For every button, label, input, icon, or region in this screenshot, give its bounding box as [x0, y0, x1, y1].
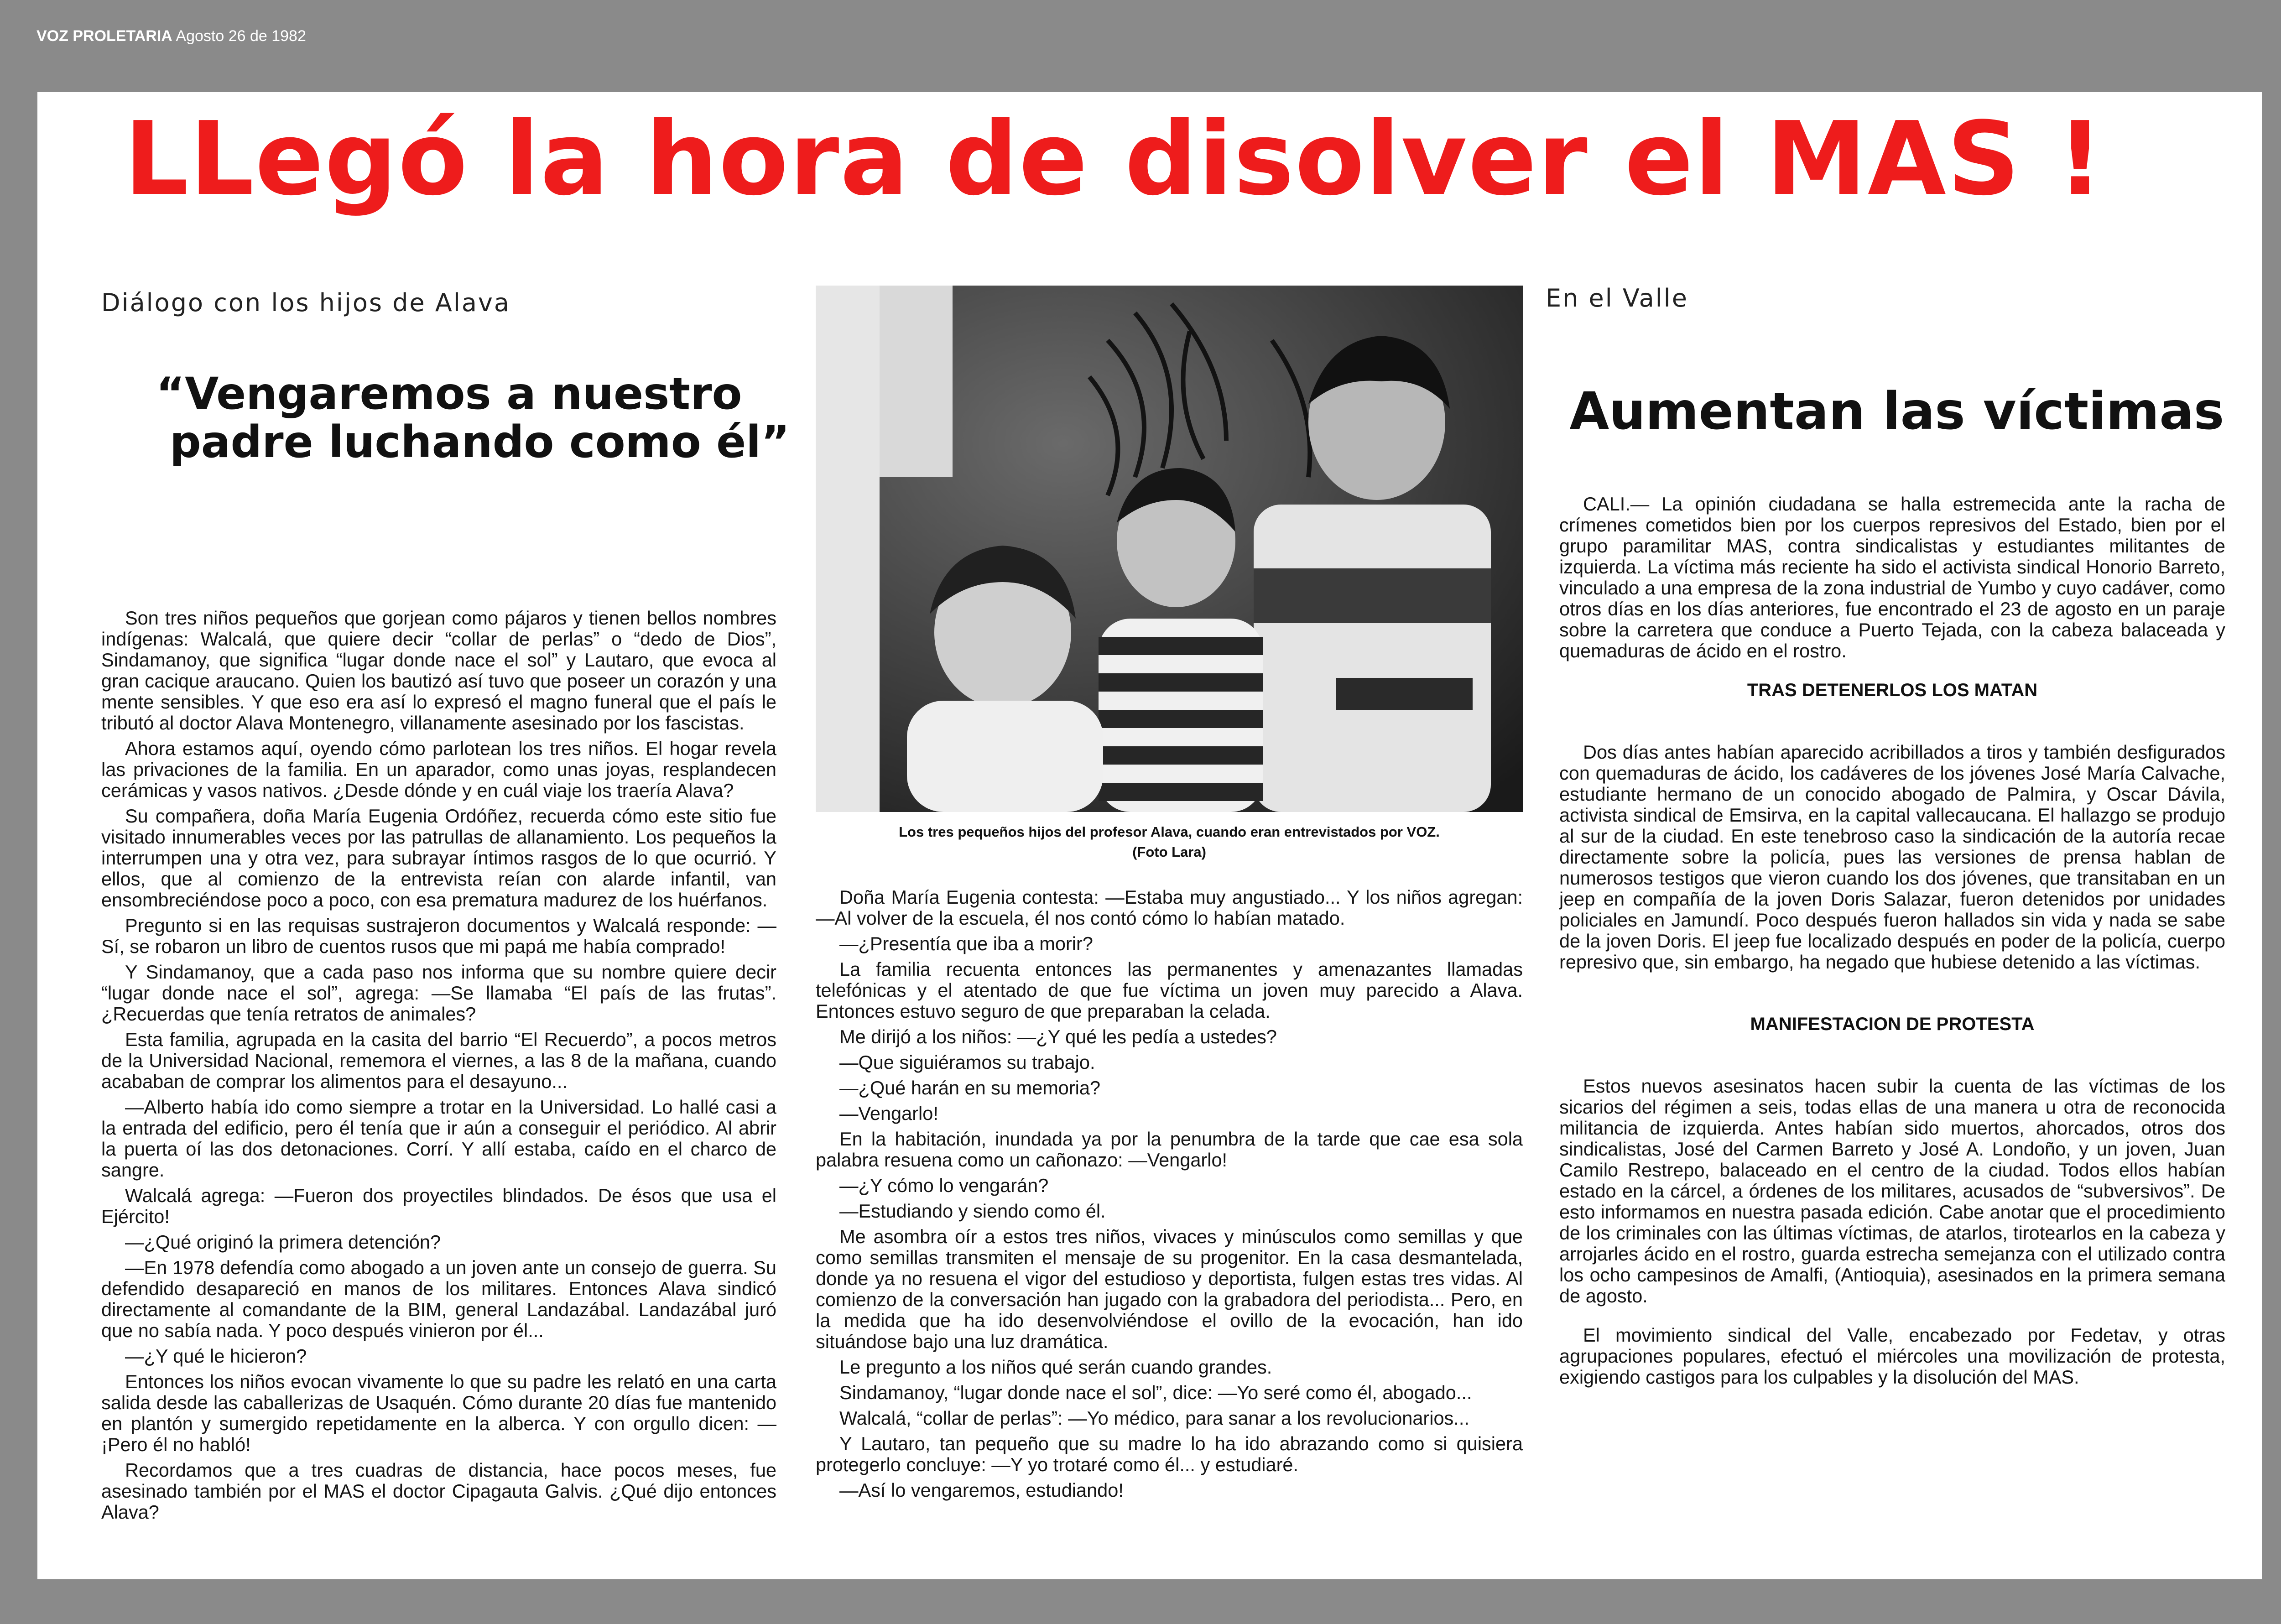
paper-name: VOZ PROLETARIA [36, 27, 172, 45]
left-paragraph: Pregunto si en las requisas sustrajeron documentos y Walcalá responde: —Sí, se robaron un libro de cuentos rusos que mi papá me había comprado! [101, 915, 776, 957]
left-paragraph: Ahora estamos aquí, oyendo cómo parlotean los tres niños. El hogar revela las privaciones de la familia. En un aparador, como unas joyas, resplandecen cerámicas y vasos nativos. ¿Desde dónde y en cuál viaje los traería Alava? [101, 738, 776, 801]
center-paragraph: —¿Y cómo lo vengarán? [839, 1175, 1049, 1196]
center-paragraph: Y Lautaro, tan pequeño que su madre lo ha ido abrazando como si quisiera protegerlo concluye: —Y yo trotaré como él... y estudiaré. [816, 1433, 1523, 1475]
left-title-line1: “Vengaremos a nuestro [156, 368, 742, 419]
center-paragraph: Sindamanoy, “lugar donde nace el sol”, dice: —Yo seré como él, abogado... [839, 1382, 1472, 1403]
photo-caption [816, 822, 1523, 862]
left-paragraph: Y Sindamanoy, que a cada paso nos informa que su nombre quiere decir “lugar donde nace el sol”, agrega: —Se llamaba “El país de las frutas”. ¿Recuerdas que tenía retratos de animales? [101, 961, 776, 1025]
left-paragraph: Recordamos que a tres cuadras de distancia, hace pocos meses, fue asesinado también por el MAS el doctor Cipagauta Galvis. ¿Qué dijo entonces Alava? [101, 1459, 776, 1523]
left-paragraph: Son tres niños pequeños que gorjean como pájaros y tienen bellos nombres indígenas: Walcalá, que quiere decir “collar de perlas” o “dedo de Dios”, Sindamanoy, que significa “lugar donde nace el sol” y Lautaro, que evoca al gran cacique araucano. Quien los bautizó así tuvo que poseer un corazón y una mente sensibles. Y que eso era así lo expresó el magno funeral que el país le tributó al doctor Alava Montenegro, villanamente asesinado por los fascistas. [101, 608, 776, 734]
left-paragraph: —Alberto había ido como siempre a trotar en la Universidad. Lo hallé casi a la entrada del edificio, pero él tenía que ir aún a conseguir el periódico. Al abrir la puerta oí las dos detonaciones. Corrí. Y allí estaba, caído en el charco de sangre. [101, 1096, 776, 1181]
left-body [101, 608, 776, 1561]
right-article [1546, 284, 2244, 1566]
center-paragraph: Doña María Eugenia contesta: —Estaba muy angustiado... Y los niños agregan: —Al volver de la escuela, él nos contó cómo lo habían matado. [816, 887, 1523, 929]
center-article [816, 887, 1523, 1567]
center-paragraph: —Que siguiéramos su trabajo. [839, 1051, 1095, 1073]
center-paragraph: —Vengarlo! [839, 1103, 938, 1124]
left-kicker: Diálogo con los hijos de Alava [101, 288, 510, 317]
left-paragraph: Entonces los niños evocan vivamente lo que su padre les relató en una carta salida desde las caballerizas de Usaquén. Cómo durante 20 días fue mantenido en plantón y sumergido repetidamente en la alberca. Y con orgullo dicen: —¡Pero él no habló! [101, 1371, 776, 1455]
subheading-1: TRAS DETENERLOS LOS MATAN [1747, 680, 2038, 700]
center-paragraph: —¿Presentía que iba a morir? [839, 933, 1093, 954]
left-paragraph: —En 1978 defendía como abogado a un joven ante un consejo de guerra. Su defendido desapareció en manos de los militares. Entonces Alava sindicó directamente al comandante de la BIM, general Landazábal. Landazábal juró que no sabía nada. Y poco después vinieron por él... [101, 1257, 776, 1341]
headline: LLegó la hora de disolver el MAS ! [124, 100, 2104, 218]
left-title-line2: padre luchando como él” [170, 416, 790, 468]
center-paragraph: Le pregunto a los niños qué serán cuando grandes. [839, 1356, 1272, 1378]
photo-illustration [816, 286, 1523, 812]
left-paragraph: Su compañera, doña María Eugenia Ordóñez, recuerda cómo este sitio fue visitado innumerables veces por las patrullas de allanamiento. Los pequeños la interrumpen una y otra vez, para subrayar íntimos rasgos de lo que ocurrió. Y ellos, que al comienzo de la entrevista reían con alarde infantil, van ensombreciéndose poco a poco, con esa prematura madurez de los huérfanos. [101, 805, 776, 911]
center-paragraph: —Estudiando y siendo como él. [839, 1200, 1106, 1222]
children-photo [816, 286, 1523, 812]
center-paragraph: Walcalá, “collar de perlas”: —Yo médico, para sanar a los revolucionarios... [839, 1407, 1469, 1429]
left-paragraph: —¿Qué originó la primera detención? [125, 1231, 441, 1253]
center-paragraph: Me dirijó a los niños: —¿Y qué les pedía a ustedes? [839, 1026, 1277, 1047]
subheading-2: MANIFESTACION DE PROTESTA [1750, 1014, 2035, 1034]
caption-credit: (Foto Lara) [1132, 844, 1206, 860]
caption-text: Los tres pequeños hijos del profesor Alava, cuando eran entrevistados por VOZ. [899, 824, 1440, 840]
right-paragraph: Estos nuevos asesinatos hacen subir la cuenta de las víctimas de los sicarios del régimen a seis, todas ellas de una manera u otra de reconocida militancia de izquierda. Antes habían sido muertos, ahorcados, otros dos sindicalistas, José del Carmen Barreto y José A. Londoño, y un joven, Juan Camilo Restrepo, balaceado en el centro de la ciudad. Todos ellos habían estado en la cárcel, a órdenes de los militares, acusados de “subversivos”. De esto informamos en nuestra pasada edición. Cabe anotar que el procedimiento de los criminales con las últimas víctimas, de atarlos, tirotearlos en la cabeza y arrojarles ácido en el rostro, guarda estrecha semejanza con el utilizado contra los ocho campesinos de Amalfi, (Antioquia), asesinados en la primera semana de agosto. [1559, 1075, 2225, 1306]
right-paragraph: El movimiento sindical del Valle, encabezado por Fedetav, y otras agrupaciones populares, efectuó el miércoles una movilización de protesta, exigiendo castigos para los culpables y la disolución del MAS. [1559, 1324, 2225, 1388]
center-paragraph: Me asombra oír a estos tres niños, vivaces y minúsculos como semillas y que como semillas transmiten el mensaje de su progenitor. En la casa desmantelada, donde ya no resuena el vigor del estudioso y deportista, fulgen estas tres vidas. Al comienzo de la conversación han jugado con la grabadora del periodista... Pero, en la medida que ha ido desenvolviéndose el ovillo de la evocación, han ido situándose bajo una luz dramática. [816, 1226, 1523, 1352]
newspaper-page [37, 92, 2262, 1579]
right-paragraph: Dos días antes habían aparecido acribillados a tiros y también desfigurados con quemaduras de ácido, los cadáveres de los jóvenes José María Calvache, estudiante hermano de un conocido abogado de Palmira, y Oscar Dávila, activista sindical de Emsirva, en la capital vallecaucana. El hallazgo se produjo al sur de la ciudad. En este tenebroso caso la sindicación de la autoría recae directamente sobre la policía, pues las versiones de prensa hablan de numerosos testigos que vieron cuando los dos jóvenes, que transitaban en un jeep en compañía de la joven Doris Salazar, fueron detenidos por unidades policiales en Jamundí. Poco después fueron hallados sin vida y nada se sabe de la joven Doris. El jeep fue localizado después en poder de la policía, cuerpo represivo que, sin embargo, ha negado que hubiese detenido a las víctimas. [1559, 741, 2225, 973]
center-paragraph: —¿Qué harán en su memoria? [839, 1077, 1101, 1098]
left-title [156, 370, 790, 466]
right-body [1559, 494, 2225, 1561]
left-paragraph: —¿Y qué le hicieron? [125, 1345, 307, 1367]
left-article [101, 288, 790, 1566]
left-paragraph: Esta familia, agrupada en la casita del barrio “El Recuerdo”, a pocos metros de la Universidad Nacional, rememora el viernes, a las 8 de la mañana, cuando acababan de comprar los alimentos para el desayuno... [101, 1029, 776, 1092]
issue-date: Agosto 26 de 1982 [176, 27, 306, 45]
right-kicker: En el Valle [1546, 284, 1688, 312]
center-paragraph: La familia recuenta entonces las permanentes y amenazantes llamadas telefónicas y el atentado de que fue víctima un joven muy parecido a Alava. Entonces estuvo seguro de que preparaban la celada. [816, 958, 1523, 1022]
left-paragraph: Walcalá agrega: —Fueron dos proyectiles blindados. De ésos que usa el Ejército! [101, 1185, 776, 1227]
center-paragraph: —Así lo vengaremos, estudiando! [839, 1479, 1124, 1501]
right-intro: CALI.— La opinión ciudadana se halla estremecida ante la racha de crímenes cometidos bien por los cuerpos represivos del Estado, bien por el grupo paramilitar MAS, contra sindicalistas y estudiantes militantes de izquierda. La víctima más reciente ha sido el activista sindical Honorio Barreto, vinculado a una empresa de la zona industrial de Yumbo y cuyo cadáver, como otros días en los días anteriores, fue encontrado el 23 de agosto en un paraje sobre la carretera que conduce a Puerto Tejada, con la cabeza balaceada y quemaduras de ácido en el rostro. [1559, 494, 2225, 661]
right-title: Aumentan las víctimas [1569, 382, 2224, 441]
center-paragraph: En la habitación, inundada ya por la penumbra de la tarde que cae esa sola palabra resuena como un cañonazo: —Vengarlo! [816, 1128, 1523, 1171]
masthead [36, 27, 306, 45]
